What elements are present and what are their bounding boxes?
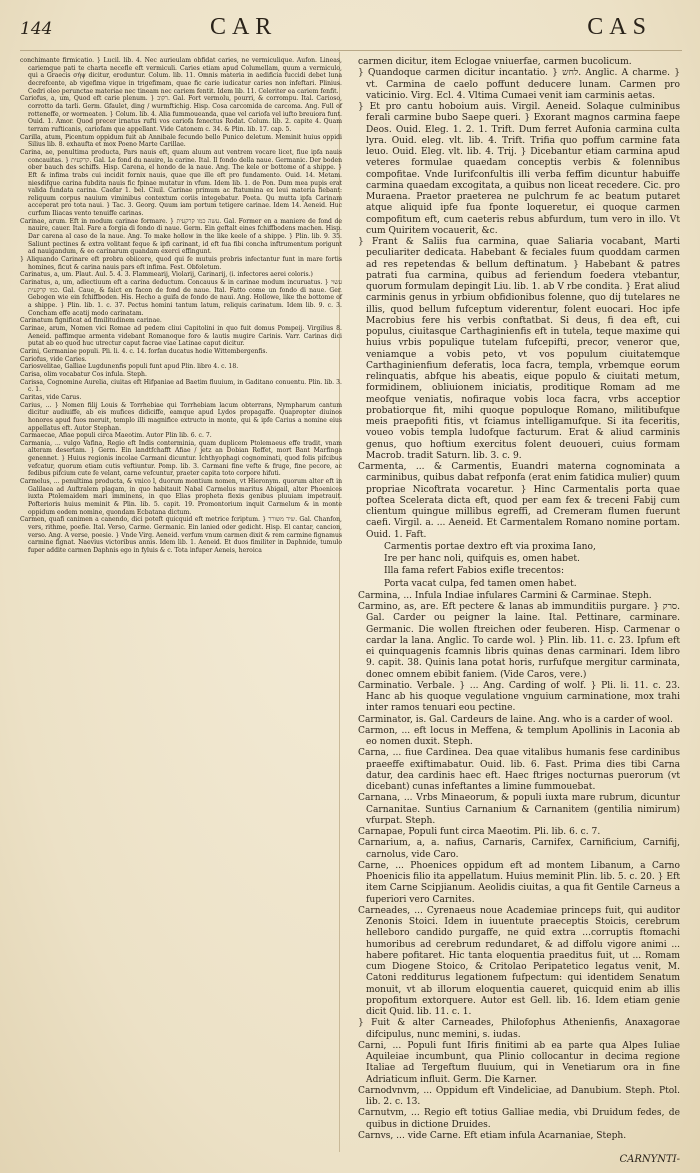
- dictionary-entry: Carmina, ... Infula Indiae infulares Carmini & Carminae. Steph.: [358, 590, 652, 601]
- dictionary-entry: Carnapae, Populi funt circa Maeotim. Pli. lib. 6. c. 7.: [358, 827, 601, 837]
- dictionary-entry: Carinae, arum. Eft in modum carinae formare. } עשה כמו קרקעית. Gal. Former en a maniere de fond de nauire, cauer. Ital. Fare a forgia di fondo di naue. Germ. Ein geftalt eines fchiffbodens machen. Hisp. Dar carena al caso de la naue. Ang. To make hollow in the like keele of a shippe. } Plin. lib. 9. 35. Saliunt pectines & extra volitant feque & ipfi carinant, id eft fua fibi concha inftrumentum porigunt ad nauigandum, & eo carinarum quandam exerci effingunt.: [20, 217, 343, 256]
- dictionary-entry: Carilla, atum, Picentum oppidum fuit ab Annibale fecundo bello Punico deletum. Meminit huius oppidi Silius lib. 8. exhaufta et mox Poeno Marte Carillae.: [20, 133, 342, 149]
- dictionary-entry: Carnutvm, ... Regio eft totius Galliae media, vbi Druidum fedes, de quibus in dictione Druides.: [358, 1108, 680, 1130]
- dictionary-entry: Carini, Germaniae populi. Pli. li. 4. c. 14. forfan ducatus hodie Wittembergenfis.: [20, 347, 268, 355]
- dictionary-entry: Carnana, ... Vrbs Minaeorum, & populi iuxta mare rubrum, dicuntur Carnanitae. Suntius Carnanium & Carnanitem (gentilia nimirum) vfurpat. Steph.: [358, 793, 680, 826]
- dictionary-entry: Carnvs, ... vide Carne. Eft etiam infula Acarnaniae, Steph.: [358, 1130, 627, 1141]
- dictionary-entry: Carni, ... Populi funt Ifiris finitimi ab ea parte qua Alpes Iuliae Aquileiae incumbunt, qua Plinio collocantur in decima regione Italiae ad Tergeftum fluuium, qui in Venetiarum ora in fine Adriaticum influit. Germ. Die Karner.: [358, 1040, 680, 1085]
- dictionary-entry: Carmania, ... vulgo Vafina, Regio eft Indis conterminia, quam duplicem Ptolemaeus effe tradit, vnam alteram desertam. } Germ. Ein landtfchafft Afiae / jetz an Dobian Reffet, mort Bant Marfinga genennet. } Huius regionis incolae Carmani dicuntur. Ichthyophagi cognominati, quod folis pifcibus vefcatur, quorum etiam cutis veftiuntur. Pomp. lib. 3. Carmani fine vefte & fruge, fine pecore, ac fedibus pifcium cute fe velant, carne vefcuntur, praeter capita toto corpore hifuti.: [20, 439, 342, 478]
- dictionary-entry: Carnarium, a, a. nafius, Carnaris, Carnifex, Carnificium, Carnifij, carnolus, vide Caro.: [358, 838, 680, 860]
- verse-line: Porta vacat culpa, fed tamen omen habet.: [384, 578, 577, 589]
- running-header: [20, 14, 682, 51]
- dictionary-entry: Carinatus, a, um. Plaut. Aul. 5. 4. 3. Flammearij, Violarij, Carinarij, (i. infectores aerei coloris.): [20, 271, 313, 279]
- dictionary-entry: Caritas, vide Carus.: [20, 393, 82, 401]
- dictionary-entry: Carinae, arum, Nomen vici Romae ad pedem cliui Capitolini in quo fuit domus Pompeij. Virgilius 8. Aeneid. paffimque armenta videbant Romanoque foro & lautis mugire Carinis. Varr. Carinas dici putat ab eo quod huc utrectur caput facrae viae Latinae caput dicitur.: [20, 324, 342, 348]
- dictionary-entry: } Aliquando Carinare eft probra obiicere, quod qui fe mutuis probris infectantur funt in mare fortis homines, ficut & carina nauis pars eft infima. Fest. Obfoletum.: [20, 256, 342, 271]
- dictionary-entry: Carnodvnvm, ... Oppidum eft Vindeliciae, ad Danubium. Steph. Ptol. lib. 2. c. 13.: [358, 1085, 680, 1107]
- dictionary-entry: Carinatum fignificat ad fimilitudinem carinae.: [20, 317, 162, 325]
- dictionary-entry: } Fuit & alter Carneades, Philofophus Athenienfis, Anaxagorae difcipulus, nunc memini, s. iudas.: [358, 1018, 680, 1040]
- dictionary-entry: Carissa, Cognomine Aurelia, ciuitas eft Hifpaniae ad Baetim fluuium, in Gaditano conuentu. Plin. lib. 3. c. 1.: [20, 378, 342, 394]
- two-column-body: [20, 57, 682, 1142]
- dictionary-entry: Carmenta, ... & Carmentis, Euandri materna cognominata a carminibus, quibus dabat refponfa (erat enim fatidica mulier) quum propriae Nicoftrata vocaretur. } Hinc Carmentalis porta quae poftea Scelerata dicta eft, quod per eam fex & treceni Fabij cum clientum quingue millibus egreffi, ad Cremeram flumen fuerunt caefi. Virgil. a. ... Aeneid. Et Carmentalem Romano nomine portam. Ouid. 1. Faft.: [358, 462, 680, 540]
- dictionary-entry: Carina, ae, penultima producta, Pars nauis eft, quam aluum aut ventrem vocare licet, fiue ipfa nauis concauitas. } קרקעית. Gal. Le fond du nauire, la carine. Ital. Il fondo della naue. Germanic. Der boden ober bauch des schiffs. Hisp. Carena, el hondo de la naue. Ang. The kele or bottome of a shippe. } Eft & infima trabs cui incidit fornix nauis, quae que ille eft pro fundamento. Ouid. 14. Metam. niesdifque carina fubdita nauis fic fpinae mutatur in vfum. Idem lib. 1. de Pon. Dum mea pupis erat valida fundata carina. Caefar 1. bel. Ciuil. Carinae primum ac ftatumina ex leui materia fiebant: reliquum corpus nauium viminibus contextum coriis integebatur. Poeta. Qu mutta ipfa Carinam acceperat pro tota naui. } Tac. 3. Georg. Quum iam portum tetigere carinae. Idem 14. Aeneid. Huc curfum Iliacas vento tenuiffe carinas.: [20, 148, 342, 218]
- dictionary-entry: carmen dicitur, item Eclogae vniuerfae, carmen bucolicum.: [358, 57, 632, 67]
- dictionary-entry: } Frant & Saliis fua carmina, quae Saliaria vocabant, Marti peculiariter dedicata. Habebant & feciales fuum quoddam carmen ad res repetendas & bellum deftinatum. } Habebant & patres patrati fua carmina, quibus ad feriendum foedera vtebantur, quorum formulam depingit Liu. lib. 1. ab V rbe condita. } Erat aliud carminis genus in yrbium obfidionibus folenne, quo dij tutelares ne illis, quod bellum fufceptum viderentur, folent euocari. Hoc ipfe Macrobius fere his verbis conftatbat. Si deus, fi dea eft, cui populus, ciuitasque Carthaginienfis eft in tutela, teque maxime qui huius vrbis populique tutelam fufcepifti, precor, veneror que, veniamque a vobis peto, vt vos populum ciuitatemque Carthaginienfium deferatis, loca facra, templa, vrbemque eorum relinquatis, abfque his abeatis, eique populo & ciuitati metum, formidinem, obliuionem iniciatis, proditique Romam ad me meofque veniatis, nofiraque vobis loca facra, vrbs acceptior probatiorque fit, mihi quoque populoque Romano, militibufque meis praepofiti fitis, vt fciamus intelligamufque. Si ita feceritis, voueo vobis templa ludofque facturum. Erat & aliud carminis genus, quo hoftium exercitus folent deuoueri, cuius formam Macrob. tradit Saturn. lib. 3. c. 9.: [358, 237, 680, 461]
- right-column: [358, 57, 680, 1142]
- page-number: 144: [20, 19, 53, 39]
- dictionary-entry: Carmaecae, Afiae populi circa Maeotim. Autor Plin lib. 6. c. 7.: [20, 432, 212, 440]
- dictionary-entry: Carmen, quafi canimen a canendo, dici poteft quicquid eft metrice fcriptum. } שיר משורר. Gal. Chanfon, vers, rithme, poefie. Ital. Verso, Carme. Germanic. Ein lanied oder gedicht. Hisp. El cantar, cancion, verso. Ang. A verse, poesie. } Vnde Virg. Aeneid. verfum vnum carmen dixit & rem carmine fignamus carmine fignat. Naevius victoribus annis. Idem lib. 1. Aeneid. Et duos fimiliter in Daphnide, tumulo fuper addite carmen Daphnis ego in fyluis & c. Tota infuper Aeneis, heroica: [20, 516, 342, 554]
- dictionary-entry: Carmelus, ... penultima producta, & vnico l, duorum montium nomen, vt Hieronym. quorum alter eft in Galilaea ad Auftralem plagam, in quo habitauit Nabal Carmelus maritus Abigail, alter Phoenices iuxta Ptolemaidem mari imminens, in quo Elias propheta flexis genibus pluuiam impetrauit. Pofterioris huius meminit & Plin. lib. 5. capit. 19. Promontorium inquit Carmelum & in monte oppidum eodem nomine, quondam Ecbatana dictum.: [20, 478, 342, 516]
- dictionary-entry: Carna, ... fiue Cardinea. Dea quae vitalibus humanis fese cardinibus praeeffe exiftimabatur. Ouid. lib. 6. Fast. Prima dies tibi Carna datur, dea cardinis haec eft. Haec ftriges nocturnas puerorum (vt dicebant) cunas infeftantes a limine fummouebat.: [358, 748, 680, 792]
- dictionary-entry: Carmon, ... eft locus in Meffena, & templum Apollinis in Laconia ab eo nomen duxit. Steph.: [358, 725, 680, 747]
- dictionary-entry: } Et pro cantu hoboium auis. Virgil. Aeneid. Solaque culminibus ferali carmine bubo Saepe queri. } Exorant magnos carmina faepe Deos. Ouid. Eleg. 1. 2. 1. Trift. Dum ferret Aufonia carmina culta lyra. Ouid. eleg. vlt. lib. 4. Trift. Trifia quo poffum carmine fata leuo. Ouid. Eleg. vlt. lib. 4. Trij. } Dicebantur etiam carmina apud veteres formulae quaedam conceptis verbis & folennibus compofitae. Vnde Iurifconfultis illi verba feffim dicuntur habuiffe carmina quaedam excogitata, a quibus non liceat recedere. Cic. pro Muraena. Praetor praeterea ne pulchrum fe ac beatum putaret atque aliquid ipfe fua fponte loqueretur, ei quoque carmen compofitum eft, cum caeteris rebus abfurdum, tum vero in illo. Vt cum Quiritem vocauerit, &c.: [358, 102, 680, 236]
- dictionary-entry: Carne, ... Phoenices oppidum eft ad montem Libanum, a Carno Phoenicis filio ita appellatum. Huius meminit Plin. lib. 5. c. 20. } Eft item Carne Scipjianum. Aeolidis ciuitas, a qua fit Gentile Carneus a fuperiori vero Carnites.: [358, 860, 680, 905]
- left-running-head: CAR: [209, 14, 278, 40]
- verse-line: Illa fama refert Fabios exifle trecentos:: [384, 566, 565, 577]
- right-running-head: CAS: [587, 14, 652, 40]
- dictionary-entry: Carminatio. Verbale. } ... Ang. Carding of wolf. } Pli. li. 11. c. 23. Hanc ab his quoque vegulatione vnguium carminatione, mox trahi inter ramos tenuari eou pectine.: [358, 680, 680, 714]
- verse-line: Ire per hanc noli, quifquis es, omen habet.: [384, 554, 580, 564]
- dictionary-entry: Cariosvelitae, Galliae Lugdunenfis populi funt apud Plin. libro 4. c. 18.: [20, 363, 239, 371]
- dictionary-entry: Carmino, as, are. Eft pectere & lanas ab immunditiis purgare. } סרק. Gal. Carder ou peigner la laine. Ital. Pettinare, carminare. Germanic. Die wollen ftreichen oder feuberen. Hisp. Carmenar o cardar la lana. Anglic. To carde wol. } Plin. lib. 11. c. 23. Ipfum eft ei quinquagenis fcamnis libris quinas denas carminari. Idem libro 9. capit. 38. Quinis lana potat horis, rurfufque mergitur carminata, donec omnem ebibit faniem. (Vide Caros, vere.): [358, 602, 680, 680]
- dictionary-entry: Carisa, olim vocabatur Cos infula. Steph.: [20, 370, 147, 378]
- dictionary-entry: Carius, ... } Nomen filij Louis & Torrhebiae qui Torrhebiam lacum obterrans, Nympharum cantum dicitur audiuiffe, ab eis mufices didiciffe, eamque apud Lydos propagaffe. Quapropter diuinos honores apud fuos meruit, templo illi magnifice extructo in monte, qui & ipfe Carius a nomine eius appellatus eft. Autor Stephan.: [20, 401, 342, 432]
- dictionary-entry: conchimante firmicatio. } Lucil. lib. 4. Nec aurieulam obfidat caries, ne vermiculique. Aufon. Lineas, cariemque pati te charta necefle eft vermiculi. Caries etiam apud Columellam, quum a vermiculo, qui a Graecis σήψ dicitur, eroduntur. Colum. lib. 11. Omnis materia in aedificia fuccidi debet luna decrefcente, ab vigefima vique in trigefimam, quae fic carie iudicatur caries non infeftari. Plinius. Cedri oleo perunctae materiae nec tineam nec cariem fentit. Idem lib. 11. Celeriter ea cariem fenfit.: [20, 57, 342, 95]
- dictionary-entry: Cariofus, vide Caries.: [20, 355, 87, 363]
- left-column: [20, 57, 342, 1142]
- dictionary-entry: Carminator, is. Gal. Cardeurs de laine. Ang. who is a carder of wool.: [358, 714, 673, 725]
- catchword: CARNYNTI-: [619, 1154, 680, 1165]
- dictionary-entry: Carinatus, a, um, adiectiuum eft a carina deductum. Concauus & in carinae modum incuruatus. } עשוי כמו קרקעית. Gal. Caue, & faict en facon de fond de naue. Ital. Fatto come un fondo di naue. Ger. Gebogen wie ein fchiffboden. His. Hecho a guifa de fondo de naui. Ang. Hollowe, like the bottome of a shippe. } Plin. lib. 1. c. 37. Pectus homini tantum latum, reliquis carinatum. Idem lib. 9. c. 3. Concham effe acatij modo carinatam.: [20, 279, 342, 317]
- dictionary-entry: Carneades, ... Cyrenaeus noue Academiae princeps fuit, qui auditor Zenonis Stoici. Idem in iuuentute praeceptis Stoicis, cerebrum helleboro candido purgaffe, ne quid extra ...corruptis ftomachi humoribus ad cerebrum redundaret, & ad diffolu vigore animi ... habere pofitaret. Hic tanta eloquentia praeditus fuit, ut ... Romam cum Diogene Stoico, & Critolao Peripatetico legatus venit, M. Catoni redditurus legationem fufpectum: qui identidem Senatum monuit, vt ab illorum eloquentia caueret, quicquid enim ab illis propofitum extorquere. Autor est Gell. lib. 16. Idem etiam genie dicit Quid. lib. 11. c. 1.: [358, 905, 680, 1017]
- dictionary-entry: } Quandoque carmen dicitur incantatio. } לחש. Anglic. A charme. } vt. Carmina de caelo poffunt deducere lunam. Carmen pro vaticinio. Virg. Ecl. 4. Vltima Cumaei venit iam carminis aetas.: [358, 68, 681, 101]
- dictionary-entry: Cariofus, a, um, Quod eft carie plenum. } רקוב. Gal. Fort vermolu, pourri, & corrompu. Ital. Carioso, corrotto da tarli. Germ. Gfaulet, ding / wurmftichig. Hisp. Cosa carcomida de carcoma. Ang. Full of rotteneffe, or wormeaten. } Colum. lib. 4. Alia fummoueanda, quae vel cariofa vel iufto breuiora funt. Ouid. 1. Amor. Quod precer irnatus rufti vos cariofa fenectus Rodat. Colum. lib. 2. capite 4. Quam terram rufticanis, cariofam que appellant. Vide Catonem c. 34. & Plin. lib. 17. cap. 5.: [20, 95, 342, 133]
- verse-line: Carmentis portae dextro eft via proxima Iano,: [384, 541, 596, 552]
